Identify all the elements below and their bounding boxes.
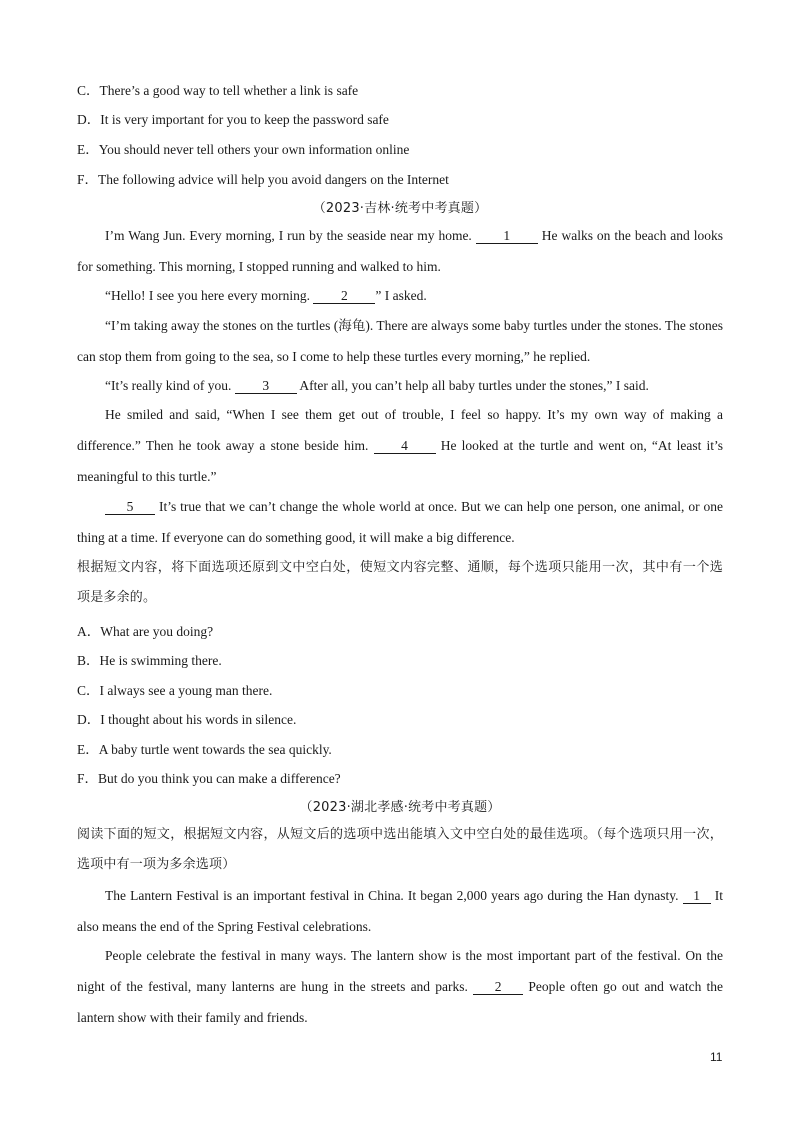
- answer-blank: 2: [473, 979, 523, 995]
- passage-text: People celebrate the festival in many ways. The lantern show is the most important part of the festival. On the night of the festival, many lanterns are hung in the streets and parks.: [77, 948, 723, 994]
- passage-text: “It’s really kind of you.: [105, 378, 232, 393]
- option-f: F．But do you think you can make a difference?: [77, 771, 341, 786]
- option-f: F．The following advice will help you avoid dangers on the Internet: [77, 172, 449, 187]
- answer-blank: 1: [683, 888, 711, 904]
- option-c: C．I always see a young man there.: [77, 683, 273, 698]
- passage-text: People often go out and watch the lantern show with their family and friends.: [77, 979, 724, 1025]
- answer-blank: 5: [105, 499, 155, 515]
- answer-blank: 1: [476, 228, 538, 244]
- passage-text: It also means the end of the Spring Festival celebrations.: [77, 888, 723, 934]
- instruction-text: 阅读下面的短文，根据短文内容，从短文后的选项中选出能填入文中空白处的最佳选项。（每个选项只用一次，选项中有一项为多余选项）: [77, 827, 723, 872]
- passage-text: He smiled and said, “When I see them get out of trouble, I feel so happy. It’s my own way of making a difference.” Then he took away a stone beside him.: [77, 407, 723, 453]
- option-d: D．I thought about his words in silence.: [77, 712, 297, 727]
- page-number: 11: [710, 1050, 723, 1064]
- option-c: C．There’s a good way to tell whether a link is safe: [77, 83, 359, 98]
- passage-text: “Hello! I see you here every morning.: [105, 288, 311, 303]
- source-label: （2023·湖北孝感·统考中考真题）: [299, 800, 501, 815]
- passage-text: ” I asked.: [375, 288, 427, 303]
- passage-paragraph: [77, 491, 723, 553]
- passage-text: It’s true that we can’t change the whole world at once. But we can help one person, one animal, or one thing at a time. If everyone can do something good, it will make a big difference.: [77, 499, 723, 545]
- option-d: D．It is very important for you to keep the password safe: [77, 112, 389, 127]
- passage-paragraph: [77, 399, 723, 492]
- passage-text: He walks on the beach and looks for something. This morning, I stopped running and walked to him.: [77, 228, 724, 274]
- passage-paragraph: “I’m taking away the stones on the turtles (海龟). There are always some baby turtles under the stones. The stones can stop them from going to the sea, so I come to help these turtles every morning,” he replied.: [77, 318, 723, 364]
- option-e: E．You should never tell others your own information online: [77, 142, 410, 157]
- instruction-text: 根据短文内容，将下面选项还原到文中空白处，使短文内容完整、通顺，每个选项只能用一次，其中有一个选项是多余的。: [77, 560, 723, 605]
- passage-text: He looked at the turtle and went on, “At least it’s meaningful to this turtle.”: [77, 438, 724, 484]
- passage-text: The Lantern Festival is an important festival in China. It began 2,000 years ago during the Han dynasty.: [105, 888, 679, 903]
- answer-blank: 3: [235, 378, 297, 394]
- answer-blank: 2: [313, 288, 375, 304]
- option-a: A．What are you doing?: [77, 624, 214, 639]
- passage-paragraph: [77, 220, 723, 282]
- answer-blank: 4: [374, 438, 436, 454]
- passage-paragraph: [77, 370, 723, 401]
- source-label: （2023·吉林·统考中考真题）: [312, 201, 488, 216]
- passage-text: I’m Wang Jun. Every morning, I run by the seaside near my home.: [105, 228, 472, 243]
- passage-paragraph: [77, 940, 723, 1033]
- option-e: E．A baby turtle went towards the sea quickly.: [77, 742, 332, 757]
- passage-paragraph: [77, 880, 723, 942]
- passage-paragraph: [77, 280, 723, 311]
- passage-text: After all, you can’t help all baby turtles under the stones,” I said.: [299, 378, 649, 393]
- option-b: B．He is swimming there.: [77, 653, 222, 668]
